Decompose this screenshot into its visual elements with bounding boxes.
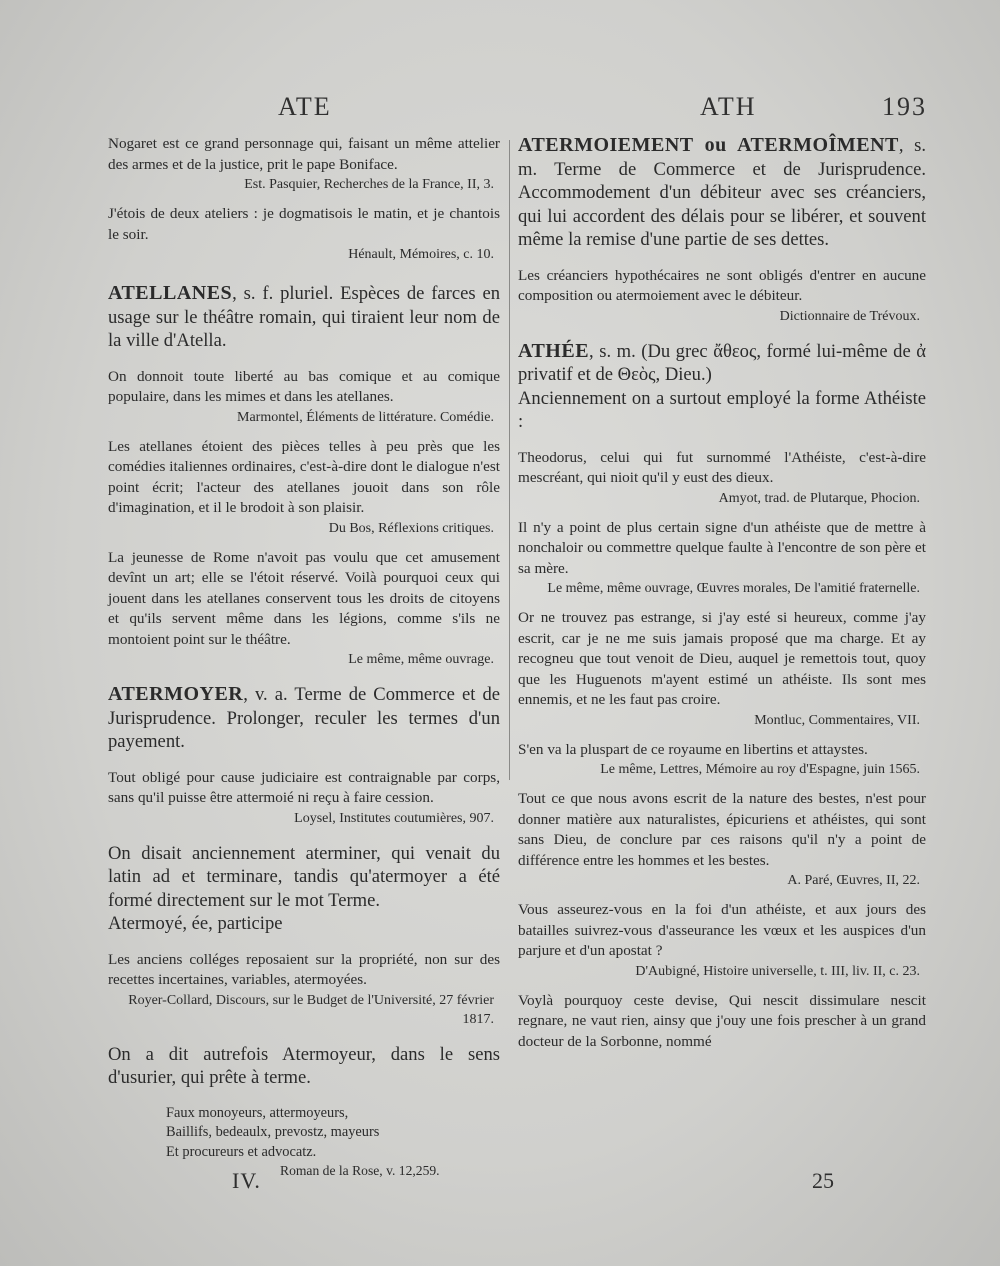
- headword: ATELLANES: [108, 282, 233, 304]
- citation-text: Les créanciers hypothécaires ne sont obligés d'entrer en aucune composition ou atermoiement avec le débiteur.: [518, 266, 926, 304]
- citation-source: Marmontel, Éléments de littérature. Comédie.: [237, 409, 494, 425]
- etymology-note: On disait anciennement aterminer, qui venait du latin ad et terminare, tandis qu'atermoyer a été formé directement sur le mot Terme.: [108, 842, 500, 911]
- citation-text: Theodorus, celui qui fut surnommé l'Athéiste, c'est-à-dire mescréant, qui nioit qu'il y eust des dieux.: [518, 448, 926, 486]
- entry-definition: , v. a. Terme de Commerce et de Jurisprudence. Prolonger, reculer les termes d'un payement.: [108, 684, 500, 752]
- citation-text: Or ne trouvez pas estrange, si j'ay esté si heureux, comme j'ay escrit, car je ne me suis jamais proposé que ma charge. Et ay recogneu que tout venoit de Dieu, auquel je remettois tout, quoy que les Huguenots m'ayent estimé un athéiste. Ils sont mes ennemis, et ne les faut pas croire.: [518, 609, 926, 708]
- poem-line: Baillifs, bedeaulx, prevostz, mayeurs: [166, 1124, 380, 1140]
- headword: ATERMOIEMENT ou ATERMOÎMENT: [518, 134, 899, 156]
- participle-form: Atermoyé, ée, participe: [108, 913, 283, 934]
- column-divider: [509, 140, 510, 780]
- citation-text: S'en va la pluspart de ce royaume en libertins et attaystes.: [518, 740, 868, 758]
- citation-text: Les atellanes étoient des pièces telles à peu près que les comédies italiennes ordinaires, c'est-à-dire dont le dialogue n'est point écrit; l'acteur des atellanes jouoit dans son rôle d'imagination, et il le brodoit à son plaisir.: [108, 437, 500, 516]
- headword: ATHÉE: [518, 339, 590, 362]
- citation-text: Voylà pourquoy ceste devise, Qui nescit dissimulare nescit regnare, ne vaut rien, ainsy que j'ouy une fois prescher à un grand docteur de la Sorbonne, nommé: [518, 991, 926, 1050]
- citation-source: Hénault, Mémoires, c. 10.: [348, 247, 494, 262]
- running-head-right: ATH: [700, 92, 757, 121]
- citation-source: Du Bos, Réflexions critiques.: [328, 520, 494, 536]
- poem-line: Et procureurs et advocatz.: [166, 1143, 317, 1160]
- usage-note: On a dit autrefois Atermoyeur, dans le sens d'usurier, qui prête à terme.: [108, 1043, 500, 1088]
- entry-atermoyer: [108, 683, 500, 754]
- citation-source: A. Paré, Œuvres, II, 22.: [787, 873, 920, 888]
- citation-text: Nogaret est ce grand personnage qui, faisant un même attelier des armes et de la justice, prit le pape Boniface.: [108, 135, 500, 173]
- right-column: [518, 134, 926, 1052]
- entry-atermoiement: [518, 134, 926, 252]
- citation-text: Il n'y a point de plus certain signe d'un athéiste que de mettre à nonchaloir ou commettre quelque faulte à l'encontre de son père et sa mère.: [518, 518, 926, 577]
- page-number: 193: [882, 92, 927, 121]
- poem-line: Faux monoyeurs, attermoyeurs,: [166, 1104, 349, 1121]
- entry-athee: [518, 340, 926, 387]
- citation-source: Le même, même ouvrage.: [348, 652, 494, 667]
- citation-text: Vous asseurez-vous en la foi d'un athéiste, et aux jours des batailles suivrez-vous d'asseurance les vœux et les auspices d'un parjure et d'un apostat ?: [518, 901, 926, 959]
- poem-source: Roman de la Rose, v. 12,259.: [280, 1163, 440, 1178]
- citation-source: Le même, Lettres, Mémoire au roy d'Espagne, juin 1565.: [600, 762, 920, 777]
- signature-mark: IV.: [232, 1168, 261, 1193]
- citation-source: Amyot, trad. de Plutarque, Phocion.: [718, 490, 920, 506]
- citation-text: La jeunesse de Rome n'avoit pas voulu que cet amusement devînt un art; elle se l'étoit réservé. Voilà pourquoi ceux qui jouent dans les atellanes conservent tous les droits de citoyens et qu'ils servent même dans les légions, comme s'ils ne montoient point sur le théâtre.: [108, 548, 500, 648]
- entry-atellanes: [108, 282, 500, 353]
- entry-definition: , s. m. Terme de Commerce et de Jurisprudence. Accommodement d'un débiteur avec ses créanciers, qui lui accordent des délais pour se libérer, et souvent même la remise d'une partie de ses dettes.: [518, 135, 926, 250]
- headword: ATERMOYER: [108, 683, 244, 705]
- left-column: [108, 134, 500, 1180]
- citation-text: On donnoit toute liberté au bas comique et au comique populaire, dans les mimes et dans les atellanes.: [108, 367, 500, 405]
- citation-source: Dictionnaire de Trévoux.: [779, 308, 920, 324]
- citation-source: Est. Pasquier, Recherches de la France, II, 3.: [244, 177, 494, 192]
- citation-source: Loysel, Institutes coutumières, 907.: [294, 810, 494, 826]
- signature-mark: 25: [812, 1168, 834, 1193]
- form-note: Anciennement on a surtout employé la forme Athéiste :: [518, 387, 926, 432]
- citation-text: Les anciens colléges reposaient sur la propriété, non sur des recettes incertaines, variables, atermoyées.: [108, 950, 500, 988]
- citation-source: Montluc, Commentaires, VII.: [754, 712, 920, 728]
- citation-text: J'étois de deux ateliers : je dogmatisois le matin, et je chantois le soir.: [108, 205, 500, 243]
- entry-definition: , s. m. (Du grec ἄθεος, formé lui-même de ἀ privatif et de Θεὸς, Dieu.): [518, 340, 926, 385]
- citation-text: Tout ce que nous avons escrit de la nature des bestes, n'est pour donner matière aux naturalistes, épicuriens et athéistes, qui sont sans Dieu, de conclure par ces raisons qu'il n'y a point de différence entre les hommes et les bestes.: [518, 790, 926, 869]
- citation-source: Royer-Collard, Discours, sur le Budget de l'Université, 27 février 1817.: [128, 992, 494, 1027]
- citation-text: Tout obligé pour cause judiciaire est contraignable par corps, sans qu'il puisse être attermoié ni reçu à faire cession.: [108, 768, 500, 806]
- entry-definition: , s. f. pluriel. Espèces de farces en usage sur le théâtre romain, qui tiraient leur nom de la ville d'Atella.: [108, 283, 500, 351]
- running-head-left: ATE: [278, 92, 332, 121]
- citation-source: Le même, même ouvrage, Œuvres morales, De l'amitié fraternelle.: [547, 581, 920, 596]
- citation-source: D'Aubigné, Histoire universelle, t. III, liv. II, c. 23.: [635, 963, 920, 979]
